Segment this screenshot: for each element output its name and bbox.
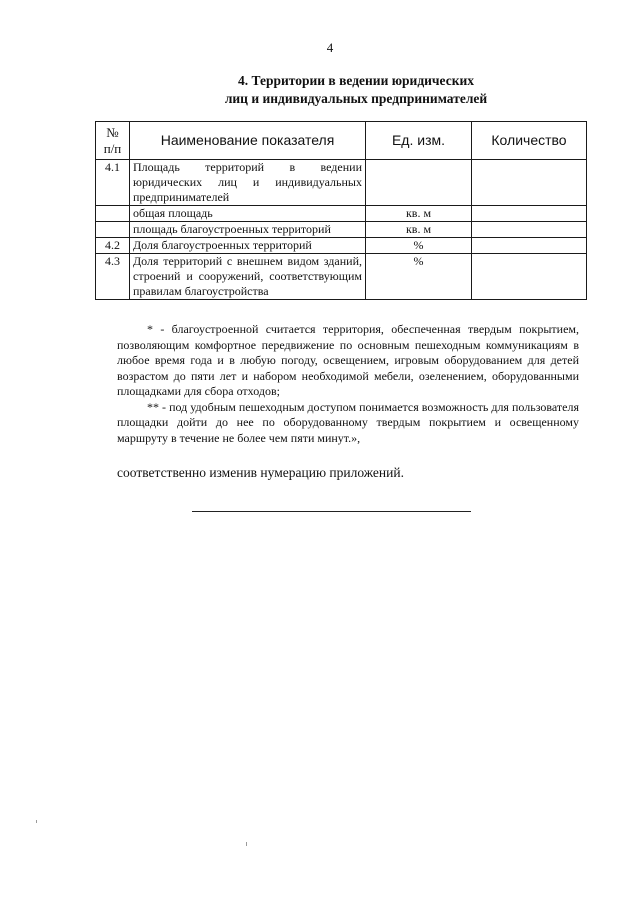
- header-number: [96, 122, 130, 160]
- table-row: [96, 160, 587, 206]
- row-unit: кв. м: [366, 222, 472, 238]
- header-indicator-name: Наименование показателя: [130, 122, 366, 160]
- row-quantity: [472, 238, 587, 254]
- row-number: 4.2: [96, 238, 130, 254]
- header-quantity: Количество: [472, 122, 587, 160]
- row-quantity: [472, 222, 587, 238]
- header-number-abbr: п/п: [103, 140, 122, 156]
- row-quantity: [472, 206, 587, 222]
- footnote-pedestrian-access: ** - под удобным пешеходным доступом понимается возможность для пользователя площадки дойти до нее по оборудованному твердым покрытием и освещенному маршруту в течение не более чем пяти минут.»,: [117, 399, 579, 445]
- scan-speck: [36, 820, 37, 823]
- closing-rule: [192, 511, 471, 512]
- table-row: [96, 238, 587, 254]
- row-number: [96, 222, 130, 238]
- row-unit: %: [366, 254, 472, 300]
- row-unit: кв. м: [366, 206, 472, 222]
- row-indicator-name: площадь благоустроенных территорий: [130, 222, 366, 238]
- row-quantity: [472, 160, 587, 206]
- table-row: [96, 222, 587, 238]
- row-number: 4.1: [96, 160, 130, 206]
- indicators-table: [95, 121, 587, 300]
- header-unit: Ед. изм.: [366, 122, 472, 160]
- row-indicator-name: Доля благоустроенных территорий: [130, 238, 366, 254]
- table-header-row: [96, 122, 587, 160]
- footnote-landscaped-territory: * - благоустроенной считается территория, обеспеченная твердым покрытием, позволяющим комфортное передвижение по основным пешеходным коммуникациям в любое время года и в любую погоду, освещением, игровым оборудованием для детей возрастом до пяти лет и набором необходимой мебели, озеленением, оборудованными площадками для сбора отходов;: [117, 322, 579, 398]
- section-title-line-2: лиц и индивидуальных предпринимателей: [224, 91, 488, 106]
- row-number: [96, 206, 130, 222]
- header-number-symbol: №: [106, 124, 119, 140]
- row-indicator-name: Площадь территорий в ведении юридических лиц и индивидуальных предпринимателей: [130, 160, 366, 206]
- closing-statement: соответственно изменив нумерацию приложений.: [117, 465, 404, 480]
- section-title: [0, 72, 640, 108]
- row-indicator-name: Доля территорий с внешнем видом зданий, строений и сооружений, соответствующим правилам благоустройства: [130, 254, 366, 300]
- row-quantity: [472, 254, 587, 300]
- table-row: [96, 206, 587, 222]
- row-number: 4.3: [96, 254, 130, 300]
- table-row: [96, 254, 587, 300]
- row-unit: %: [366, 238, 472, 254]
- page-number: 4: [326, 40, 334, 55]
- row-indicator-name: общая площадь: [130, 206, 366, 222]
- section-title-line-1: 4. Территории в ведении юридических: [238, 73, 474, 88]
- footnotes: [117, 322, 579, 446]
- scan-speck: [246, 842, 247, 846]
- row-unit: [366, 160, 472, 206]
